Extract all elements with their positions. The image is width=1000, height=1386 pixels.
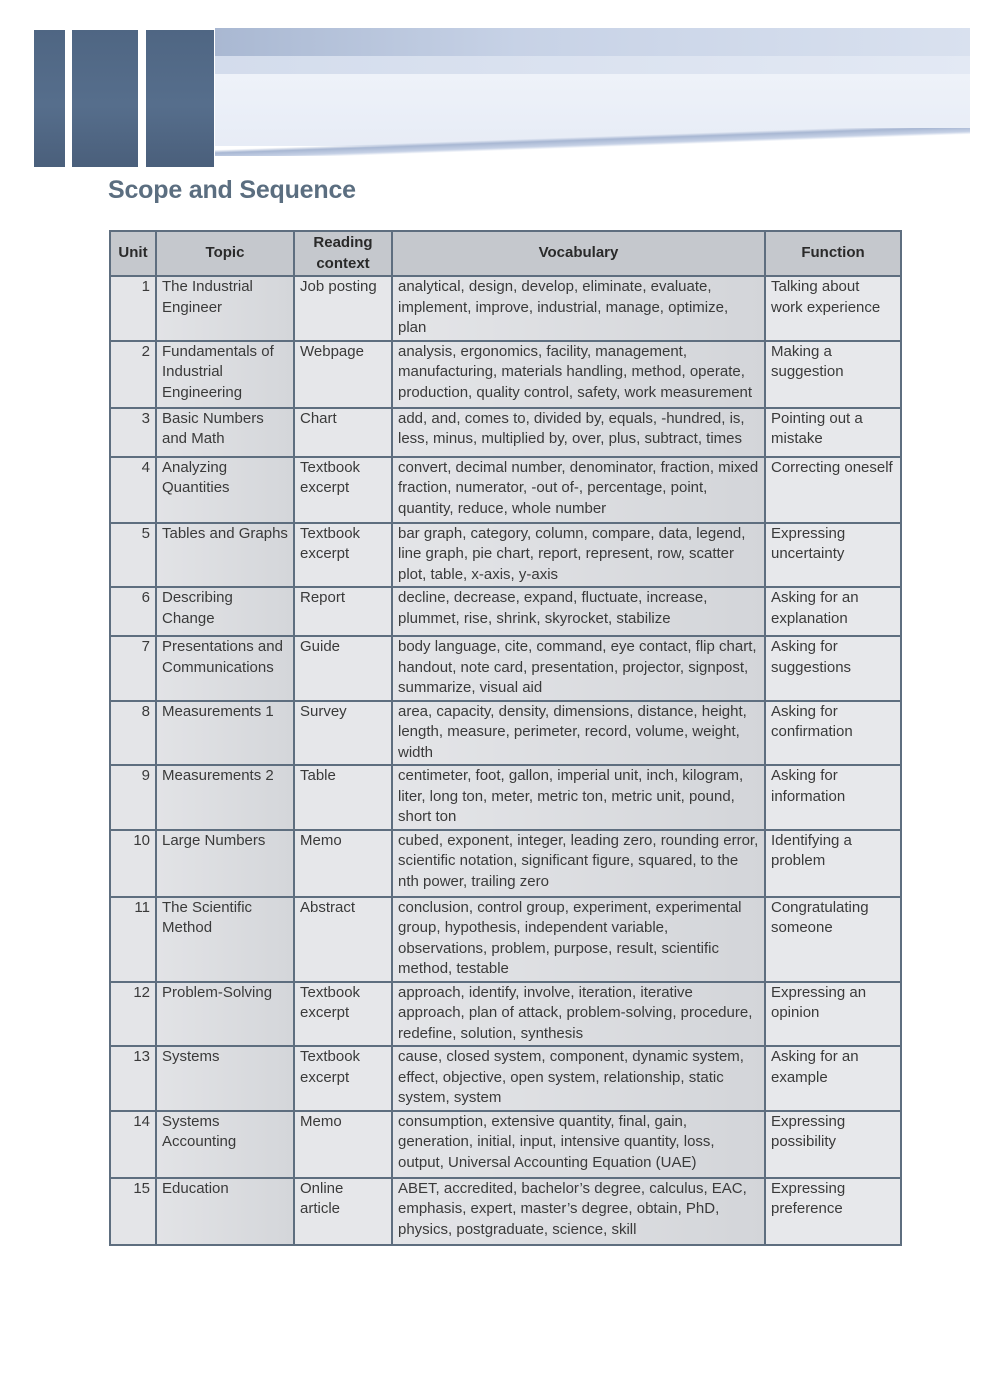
- vocabulary-cell: analysis, ergonomics, facility, management, manufacturing, materials handling, method, operate, production, quality control, safety, work measurement: [392, 341, 765, 408]
- context-cell: Survey: [294, 701, 392, 766]
- function-cell: Expressing preference: [765, 1178, 901, 1245]
- page-title: Scope and Sequence: [108, 176, 356, 204]
- context-cell: Online article: [294, 1178, 392, 1245]
- banner-bar: [34, 30, 65, 167]
- topic-cell: Presentations and Communications: [156, 636, 294, 701]
- topic-cell: The Scientific Method: [156, 897, 294, 982]
- topic-cell: Analyzing Quantities: [156, 457, 294, 523]
- context-cell: Memo: [294, 1111, 392, 1178]
- topic-cell: Problem-Solving: [156, 982, 294, 1047]
- function-cell: Expressing uncertainty: [765, 523, 901, 588]
- function-header: Function: [765, 231, 901, 276]
- context-cell: Table: [294, 765, 392, 830]
- table-row: [110, 701, 901, 766]
- table-row: [110, 830, 901, 897]
- context-cell: Guide: [294, 636, 392, 701]
- context-cell: Chart: [294, 408, 392, 457]
- vocabulary-cell: cubed, exponent, integer, leading zero, rounding error, scientific notation, significant figure, squared, to the nth power, trailing zero: [392, 830, 765, 897]
- topic-cell: Measurements 2: [156, 765, 294, 830]
- topic-cell: Basic Numbers and Math: [156, 408, 294, 457]
- banner-stripe: [215, 28, 970, 58]
- function-cell: Asking for confirmation: [765, 701, 901, 766]
- function-cell: Congratulating someone: [765, 897, 901, 982]
- unit-cell: 8: [110, 701, 156, 766]
- unit-cell: 6: [110, 587, 156, 636]
- function-cell: Asking for information: [765, 765, 901, 830]
- table-row: [110, 636, 901, 701]
- vocabulary-cell: consumption, extensive quantity, final, gain, generation, initial, input, intensive quantity, loss, output, Universal Accounting Equation (UAE): [392, 1111, 765, 1178]
- function-cell: Talking about work experience: [765, 276, 901, 341]
- topic-cell: Systems Accounting: [156, 1111, 294, 1178]
- table-row: [110, 1178, 901, 1245]
- unit-cell: 2: [110, 341, 156, 408]
- unit-cell: 3: [110, 408, 156, 457]
- context-cell: Textbook excerpt: [294, 457, 392, 523]
- unit-cell: 12: [110, 982, 156, 1047]
- table-header-row: [110, 231, 901, 276]
- unit-cell: 7: [110, 636, 156, 701]
- table-row: [110, 587, 901, 636]
- topic-cell: Education: [156, 1178, 294, 1245]
- table-row: [110, 982, 901, 1047]
- unit-cell: 11: [110, 897, 156, 982]
- context-cell: Report: [294, 587, 392, 636]
- function-cell: Expressing an opinion: [765, 982, 901, 1047]
- function-cell: Pointing out a mistake: [765, 408, 901, 457]
- vocabulary-cell: ABET, accredited, bachelor’s degree, calculus, EAC, emphasis, expert, master’s degree, obtain, PhD, physics, postgraduate, science, skill: [392, 1178, 765, 1245]
- unit-cell: 13: [110, 1046, 156, 1111]
- vocabulary-cell: convert, decimal number, denominator, fraction, mixed fraction, numerator, -out of-, percentage, point, quantity, reduce, whole number: [392, 457, 765, 523]
- vocabulary-cell: body language, cite, command, eye contact, flip chart, handout, note card, presentation, projector, signpost, summarize, visual aid: [392, 636, 765, 701]
- unit-cell: 15: [110, 1178, 156, 1245]
- vocabulary-cell: analytical, design, develop, eliminate, evaluate, implement, improve, industrial, manage, optimize, plan: [392, 276, 765, 341]
- topic-header: Topic: [156, 231, 294, 276]
- function-cell: Correcting oneself: [765, 457, 901, 523]
- vocabulary-cell: decline, decrease, expand, fluctuate, increase, plummet, rise, shrink, skyrocket, stabilize: [392, 587, 765, 636]
- topic-cell: Systems: [156, 1046, 294, 1111]
- context-cell: Textbook excerpt: [294, 1046, 392, 1111]
- header-banner: [0, 0, 1000, 175]
- unit-cell: 9: [110, 765, 156, 830]
- table-row: [110, 408, 901, 457]
- context-cell: Job posting: [294, 276, 392, 341]
- function-cell: Asking for an example: [765, 1046, 901, 1111]
- table-row: [110, 1046, 901, 1111]
- topic-cell: Fundamentals of Industrial Engineering: [156, 341, 294, 408]
- context-cell: Memo: [294, 830, 392, 897]
- vocabulary-cell: conclusion, control group, experiment, experimental group, hypothesis, independent variable, observations, problem, purpose, result, scientific method, testable: [392, 897, 765, 982]
- table-row: [110, 341, 901, 408]
- table-row: [110, 765, 901, 830]
- banner-stripe: [215, 128, 970, 156]
- vocabulary-cell: approach, identify, involve, iteration, iterative approach, plan of attack, problem-solving, procedure, redefine, solution, synthesis: [392, 982, 765, 1047]
- context-header: Reading context: [294, 231, 392, 276]
- topic-cell: Measurements 1: [156, 701, 294, 766]
- context-cell: Textbook excerpt: [294, 523, 392, 588]
- unit-cell: 1: [110, 276, 156, 341]
- vocabulary-cell: add, and, comes to, divided by, equals, -hundred, is, less, minus, multiplied by, over, plus, subtract, times: [392, 408, 765, 457]
- scope-table: [109, 230, 902, 1246]
- vocabulary-cell: area, capacity, density, dimensions, distance, height, length, measure, perimeter, record, volume, weight, width: [392, 701, 765, 766]
- table-row: [110, 457, 901, 523]
- unit-cell: 5: [110, 523, 156, 588]
- function-cell: Making a suggestion: [765, 341, 901, 408]
- function-cell: Asking for an explanation: [765, 587, 901, 636]
- unit-cell: 4: [110, 457, 156, 523]
- table-row: [110, 897, 901, 982]
- unit-cell: 14: [110, 1111, 156, 1178]
- banner-stripe: [215, 56, 970, 74]
- table-row: [110, 1111, 901, 1178]
- topic-cell: Large Numbers: [156, 830, 294, 897]
- context-cell: Webpage: [294, 341, 392, 408]
- table-row: [110, 523, 901, 588]
- banner-bar: [146, 30, 214, 167]
- vocabulary-cell: bar graph, category, column, compare, data, legend, line graph, pie chart, report, represent, row, scatter plot, table, x-axis, y-axis: [392, 523, 765, 588]
- vocabulary-cell: cause, closed system, component, dynamic system, effect, objective, open system, relationship, static system, system: [392, 1046, 765, 1111]
- unit-cell: 10: [110, 830, 156, 897]
- vocabulary-cell: centimeter, foot, gallon, imperial unit, inch, kilogram, liter, long ton, meter, metric ton, metric unit, pound, short ton: [392, 765, 765, 830]
- function-cell: Expressing possibility: [765, 1111, 901, 1178]
- context-cell: Abstract: [294, 897, 392, 982]
- context-cell: Textbook excerpt: [294, 982, 392, 1047]
- unit-header: Unit: [110, 231, 156, 276]
- vocabulary-header: Vocabulary: [392, 231, 765, 276]
- banner-bar: [72, 30, 138, 167]
- function-cell: Asking for suggestions: [765, 636, 901, 701]
- topic-cell: Tables and Graphs: [156, 523, 294, 588]
- topic-cell: Describing Change: [156, 587, 294, 636]
- table-row: [110, 276, 901, 341]
- topic-cell: The Industrial Engineer: [156, 276, 294, 341]
- function-cell: Identifying a problem: [765, 830, 901, 897]
